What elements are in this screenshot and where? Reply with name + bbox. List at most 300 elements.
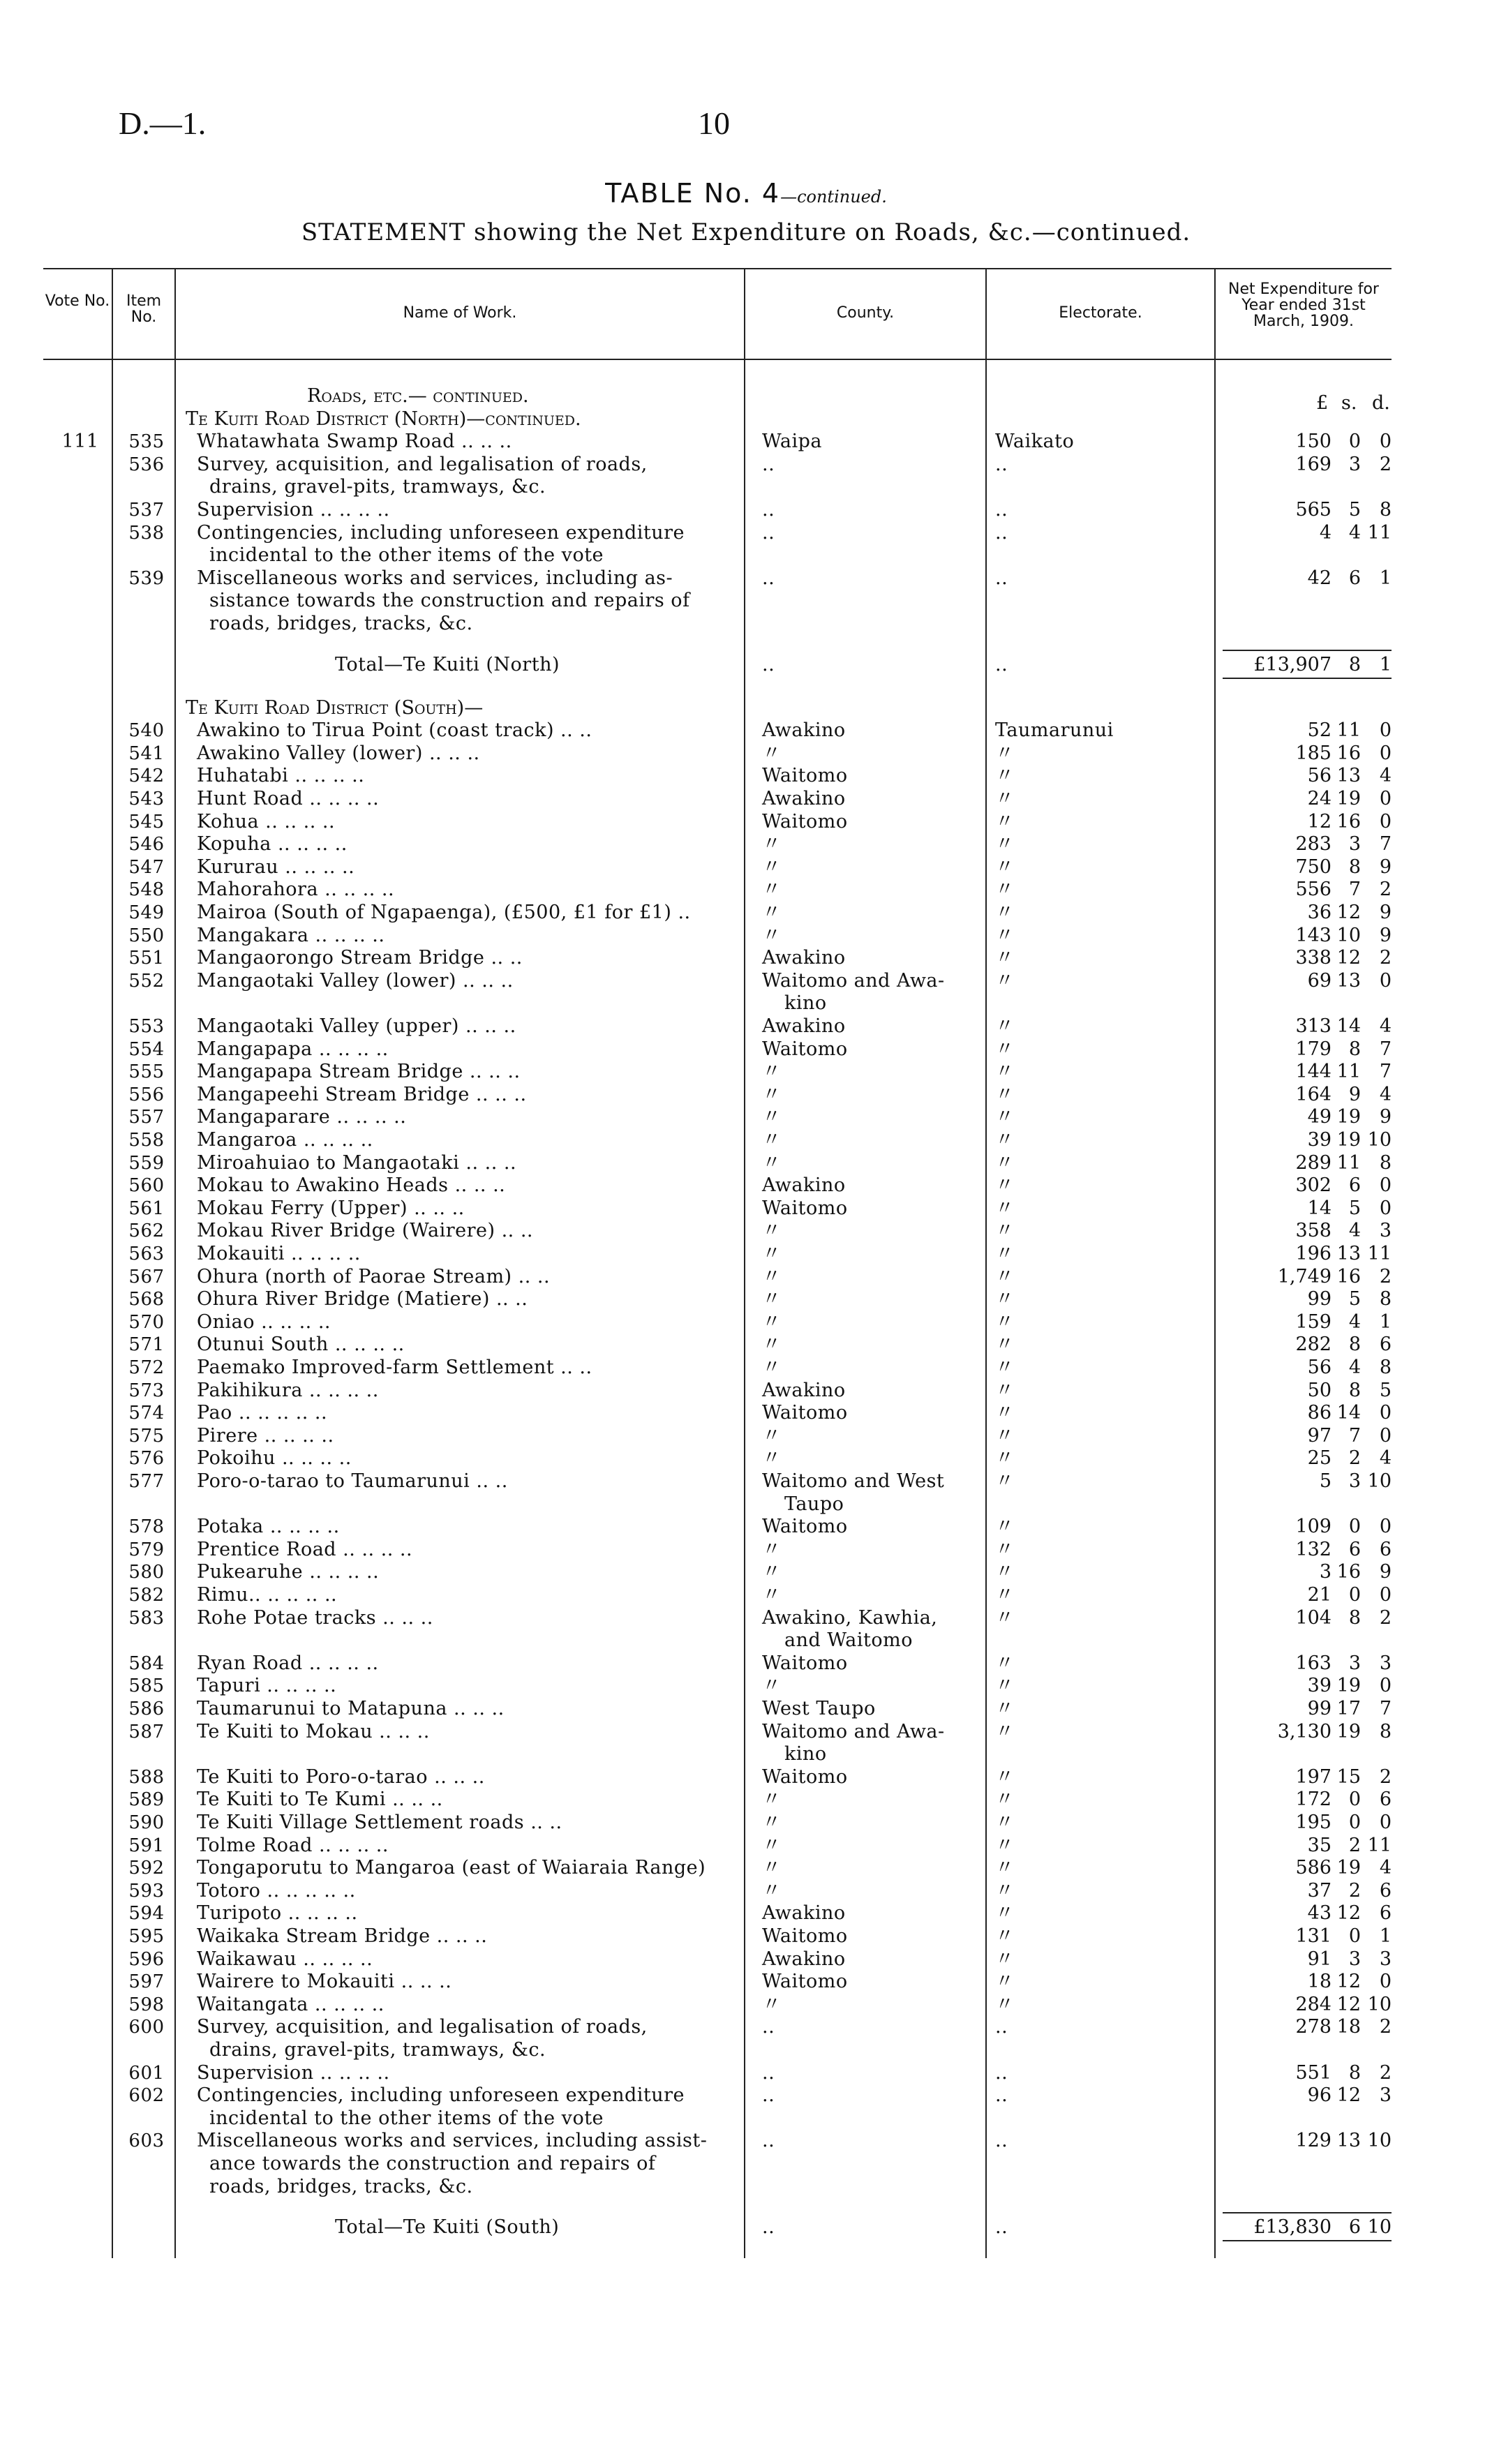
table-row [0, 1835, 1492, 1857]
amount-pounds: 49 [1307, 1106, 1331, 1128]
amount-shillings: 12 [1336, 947, 1361, 969]
electorate-name: 〃 [995, 1174, 1015, 1197]
table-row [0, 1880, 1492, 1902]
county-name: West Taupo [762, 1698, 876, 1720]
county-name: .. [762, 2216, 775, 2239]
electorate-name: 〃 [995, 1561, 1015, 1583]
electorate-name: 〃 [995, 810, 1015, 832]
amount-pounds: 56 [1307, 1357, 1331, 1379]
item-number: 550 [128, 925, 165, 946]
amount-pence: 0 [1379, 742, 1392, 764]
amount-pence: 0 [1379, 1424, 1392, 1447]
amount-cell [1223, 1311, 1398, 1334]
amount-pence: 0 [1379, 1675, 1392, 1697]
work-name: Mangaotaki Valley (lower) .. .. .. [197, 969, 514, 992]
total-row [0, 654, 1492, 676]
electorate-name: 〃 [995, 1083, 1015, 1105]
electorate-name: 〃 [995, 1447, 1015, 1470]
county-name: 〃 [762, 1243, 782, 1265]
table-row [0, 499, 1492, 521]
amount-pence: 3 [1379, 1220, 1392, 1242]
county-name: Waitomo and West [762, 1470, 945, 1493]
table-row [0, 567, 1492, 634]
amount-pence: 4 [1379, 1857, 1392, 1879]
electorate-name: 〃 [995, 1834, 1015, 1856]
amount-cell [1223, 1652, 1398, 1675]
work-name: Mangapeehi Stream Bridge .. .. .. [197, 1083, 527, 1105]
amount-shillings: 2 [1348, 1879, 1361, 1902]
amount-pounds: 284 [1295, 1993, 1331, 2015]
county-name: .. [762, 2130, 775, 2152]
page-identifier: D.—1. [119, 105, 207, 141]
item-number: 582 [128, 1585, 165, 1606]
amount-pounds: 556 [1295, 879, 1331, 901]
amount-pounds: £13,907 [1253, 653, 1331, 675]
county-name: 〃 [762, 1857, 782, 1879]
table-row [0, 1766, 1492, 1789]
amount-cell [1223, 1038, 1398, 1061]
amount-shillings: 6 [1348, 1174, 1361, 1197]
electorate-name: 〃 [995, 1470, 1015, 1493]
table-row [0, 1516, 1492, 1538]
county-name: Waitomo [762, 1925, 848, 1948]
item-number: 551 [128, 948, 165, 969]
table-row [0, 719, 1492, 742]
county-name: 〃 [762, 879, 782, 901]
work-name: Te Kuiti to Poro-o-tarao .. .. .. [197, 1765, 485, 1788]
amount-cell [1223, 1470, 1398, 1493]
work-name: Mokau to Awakino Heads .. .. .. [197, 1174, 506, 1197]
electorate-name: 〃 [995, 1015, 1015, 1038]
electorate-name: 〃 [995, 1606, 1015, 1629]
amount-cell [1223, 947, 1398, 969]
item-number: 592 [128, 1858, 165, 1879]
amount-pence: 4 [1379, 1015, 1392, 1038]
amount-pounds: 96 [1307, 2084, 1331, 2107]
item-number: 583 [128, 1607, 165, 1629]
electorate-name: 〃 [995, 1334, 1015, 1356]
amount-shillings: 3 [1348, 1470, 1361, 1493]
county-name: 〃 [762, 924, 782, 946]
amount-pence: 0 [1379, 719, 1392, 742]
table-row [0, 1447, 1492, 1470]
header-bottom-rule [43, 359, 1392, 360]
amount-shillings: 16 [1336, 1561, 1361, 1583]
amount-shillings: 13 [1336, 969, 1361, 992]
amount-pence: 2 [1379, 453, 1392, 475]
county-name: 〃 [762, 1834, 782, 1856]
table-row [0, 833, 1492, 856]
amount-pence: 10 [1367, 1993, 1392, 2015]
amount-pounds: 43 [1307, 1902, 1331, 1925]
amount-cell [1223, 654, 1398, 676]
work-name: Supervision .. .. .. .. [197, 499, 390, 521]
table-row [0, 1561, 1492, 1583]
amount-pounds: 12 [1307, 810, 1331, 832]
county-name: 〃 [762, 1789, 782, 1811]
amount-pence: 10 [1367, 2130, 1392, 2152]
amount-cell [1223, 522, 1398, 544]
county-name: Awakino [762, 719, 846, 742]
amount-shillings: 7 [1348, 879, 1361, 901]
county-name: 〃 [762, 833, 782, 856]
electorate-name: 〃 [995, 1879, 1015, 1902]
table-row [0, 521, 1492, 567]
amount-pence: 0 [1379, 1584, 1392, 1606]
statement-heading: STATEMENT showing the Net Expenditure on Roads, &c.—continued. [301, 218, 1191, 246]
amount-shillings: 6 [1348, 2216, 1361, 2239]
amount-pounds: 358 [1295, 1220, 1331, 1242]
table-row [0, 1606, 1492, 1652]
table-row [0, 947, 1492, 969]
amount-pounds: 56 [1307, 765, 1331, 787]
amount-pounds: 18 [1307, 1971, 1331, 1993]
item-number: 572 [128, 1357, 165, 1379]
table-row [0, 1380, 1492, 1402]
amount-shillings: 8 [1348, 1334, 1361, 1356]
table-row [0, 765, 1492, 787]
amount-cell [1223, 1766, 1398, 1789]
county-name: .. [762, 2084, 775, 2107]
amount-cell [1223, 1948, 1398, 1971]
work-name: Mangaotaki Valley (upper) .. .. .. [197, 1015, 516, 1038]
item-number: 563 [128, 1244, 165, 1265]
amount-cell [1223, 1902, 1398, 1925]
item-number: 576 [128, 1448, 165, 1470]
amount-pounds: 69 [1307, 969, 1331, 992]
item-number: 542 [128, 766, 165, 787]
amount-pounds: 3 [1319, 1561, 1331, 1583]
work-name: Te Kuiti to Te Kumi .. .. .. [197, 1789, 443, 1811]
table-row [0, 1243, 1492, 1265]
amount-pounds: 3,130 [1277, 1720, 1331, 1742]
item-number: 585 [128, 1675, 165, 1697]
item-number: 580 [128, 1562, 165, 1583]
currency-pounds: £ [1316, 392, 1329, 414]
table-row [0, 2016, 1492, 2061]
amount-pounds: 197 [1295, 1765, 1331, 1788]
table-row [0, 1925, 1492, 1948]
amount-pence: 9 [1379, 856, 1392, 878]
amount-cell [1223, 856, 1398, 879]
amount-shillings: 16 [1336, 742, 1361, 764]
amount-shillings: 12 [1336, 2084, 1361, 2107]
work-name: Turipoto .. .. .. .. [197, 1902, 358, 1925]
table-row [0, 1038, 1492, 1061]
amount-shillings: 9 [1348, 1083, 1361, 1105]
total-rule [1223, 2212, 1392, 2213]
item-number: 597 [128, 1971, 165, 1993]
item-number: 545 [128, 811, 165, 832]
amount-cell [1223, 1380, 1398, 1402]
electorate-name: 〃 [995, 924, 1015, 946]
amount-pence: 1 [1379, 1311, 1392, 1333]
amount-shillings: 12 [1336, 1902, 1361, 1925]
amount-shillings: 19 [1336, 1129, 1361, 1151]
amount-pounds: 99 [1307, 1288, 1331, 1311]
amount-shillings: 0 [1348, 431, 1361, 453]
table-row [0, 1994, 1492, 2016]
amount-shillings: 5 [1348, 1197, 1361, 1219]
electorate-name: .. [995, 453, 1008, 475]
work-name: Tongaporutu to Mangaroa (east of Waiaraia Range) [197, 1857, 706, 1879]
county-name: 〃 [762, 1447, 782, 1470]
amount-cell [1223, 2062, 1398, 2084]
amount-shillings: 10 [1336, 924, 1361, 946]
work-name: Waikawau .. .. .. .. [197, 1948, 373, 1970]
header-expenditure: Net Expenditure for Year ended 31st March, 1909. [1228, 281, 1379, 331]
header-top-rule [43, 268, 1392, 269]
work-name: Tolme Road .. .. .. .. [197, 1834, 389, 1856]
amount-shillings: 8 [1348, 2061, 1361, 2084]
amount-shillings: 16 [1336, 810, 1361, 832]
county-name: 〃 [762, 1288, 782, 1311]
amount-pounds: 313 [1295, 1015, 1331, 1038]
amount-pounds: 104 [1295, 1606, 1331, 1629]
electorate-name: 〃 [995, 1584, 1015, 1606]
work-name: Mangaroa .. .. .. .. [197, 1129, 373, 1151]
item-number: 601 [128, 2062, 165, 2084]
amount-pence: 7 [1379, 1061, 1392, 1083]
amount-pounds: 586 [1295, 1857, 1331, 1879]
electorate-name: 〃 [995, 856, 1015, 878]
vote-number: 111 [61, 431, 99, 453]
amount-cell [1223, 2130, 1398, 2152]
item-number: 559 [128, 1152, 165, 1174]
electorate-name: Waikato [995, 431, 1075, 453]
page-number: 10 [698, 105, 730, 141]
electorate-name: 〃 [995, 1925, 1015, 1948]
amount-pence: 1 [1379, 653, 1392, 675]
amount-shillings: 11 [1336, 1151, 1361, 1174]
county-name: 〃 [762, 1265, 782, 1287]
amount-pence: 9 [1379, 924, 1392, 946]
amount-shillings: 0 [1348, 1812, 1361, 1834]
electorate-name: 〃 [995, 1538, 1015, 1560]
item-number: 593 [128, 1880, 165, 1902]
county-name: 〃 [762, 1061, 782, 1083]
item-number: 554 [128, 1038, 165, 1060]
amount-cell [1223, 833, 1398, 856]
amount-shillings: 15 [1336, 1765, 1361, 1788]
table-row [0, 1470, 1492, 1515]
amount-shillings: 3 [1348, 1948, 1361, 1970]
item-number: 578 [128, 1516, 165, 1538]
amount-cell [1223, 1197, 1398, 1220]
table-row [0, 453, 1492, 498]
work-name: Mangaparare .. .. .. .. [197, 1106, 407, 1128]
amount-shillings: 19 [1336, 1720, 1361, 1742]
district-heading: Te Kuiti Road District (North)—continued. [186, 408, 581, 430]
amount-cell [1223, 742, 1398, 765]
electorate-name: 〃 [995, 947, 1015, 969]
county-name: Waitomo [762, 1971, 848, 1993]
amount-shillings: 19 [1336, 1106, 1361, 1128]
amount-cell [1223, 1835, 1398, 1857]
county-name: Awakino [762, 1174, 846, 1197]
county-name: and Waitomo [784, 1629, 913, 1652]
amount-pence: 0 [1379, 788, 1392, 810]
amount-pounds: 1,749 [1277, 1265, 1331, 1287]
amount-cell [1223, 1880, 1398, 1902]
currency-pence: d. [1372, 392, 1390, 414]
amount-pence: 6 [1379, 1789, 1392, 1811]
amount-shillings: 8 [1348, 856, 1361, 878]
item-number: 535 [128, 431, 165, 453]
amount-pence: 0 [1379, 1971, 1392, 1993]
item-number: 547 [128, 856, 165, 878]
county-name: Waitomo [762, 1516, 848, 1538]
amount-pence: 4 [1379, 1083, 1392, 1105]
county-name: 〃 [762, 1584, 782, 1606]
amount-pounds: 97 [1307, 1424, 1331, 1447]
amount-pounds: 750 [1295, 856, 1331, 878]
table-row [0, 811, 1492, 833]
section-heading: Roads, etc.— continued. [307, 385, 529, 407]
electorate-name: 〃 [995, 879, 1015, 901]
amount-pounds: 144 [1295, 1061, 1331, 1083]
electorate-name: 〃 [995, 1720, 1015, 1742]
item-number: 579 [128, 1539, 165, 1560]
table-row [0, 1948, 1492, 1971]
county-name: Waitomo [762, 1038, 848, 1060]
work-name: Mangapapa Stream Bridge .. .. .. [197, 1061, 521, 1083]
electorate-name: 〃 [995, 1948, 1015, 1970]
item-number: 575 [128, 1425, 165, 1447]
amount-pounds: 36 [1307, 902, 1331, 924]
amount-cell [1223, 1152, 1398, 1174]
amount-pence: 8 [1379, 1357, 1392, 1379]
amount-pence: 8 [1379, 1720, 1392, 1742]
amount-shillings: 0 [1348, 1516, 1361, 1538]
amount-cell [1223, 1015, 1398, 1038]
item-number: 541 [128, 742, 165, 764]
county-name: .. [762, 653, 775, 675]
table-row [0, 1220, 1492, 1242]
work-name: Whatawhata Swamp Road .. .. .. [197, 431, 512, 453]
table-row [0, 902, 1492, 924]
county-name: 〃 [762, 856, 782, 878]
amount-pence: 4 [1379, 1447, 1392, 1470]
amount-cell [1223, 1288, 1398, 1311]
district-heading: Te Kuiti Road District (South)— [186, 696, 484, 719]
county-name: Awakino [762, 1379, 846, 1401]
amount-cell [1223, 1425, 1398, 1447]
table-row [0, 1106, 1492, 1128]
item-number: 603 [128, 2130, 165, 2152]
table-title: TABLE No. 4—continued. [605, 178, 887, 209]
work-name: Ryan Road .. .. .. .. [197, 1652, 379, 1674]
electorate-name: 〃 [995, 788, 1015, 810]
table-row [0, 742, 1492, 765]
amount-pence: 0 [1379, 810, 1392, 832]
work-name: Mokau River Bridge (Wairere) .. .. [197, 1220, 533, 1242]
electorate-name: 〃 [995, 1516, 1015, 1538]
table-row [0, 1902, 1492, 1925]
amount-pence: 0 [1379, 1402, 1392, 1424]
electorate-name: .. [995, 567, 1008, 589]
work-name: Supervision .. .. .. .. [197, 2061, 390, 2084]
amount-cell [1223, 1402, 1398, 1424]
work-name: Poro-o-tarao to Taumarunui .. .. [197, 1470, 508, 1493]
amount-cell [1223, 719, 1398, 742]
electorate-name: 〃 [995, 833, 1015, 856]
item-number: 555 [128, 1061, 165, 1083]
amount-pence: 3 [1379, 2084, 1392, 2107]
county-name: 〃 [762, 1083, 782, 1105]
amount-cell [1223, 1539, 1398, 1561]
work-name: Ohura (north of Paorae Stream) .. .. [197, 1265, 551, 1287]
electorate-name: Taumarunui [995, 719, 1114, 742]
electorate-name: 〃 [995, 1379, 1015, 1401]
item-number: 543 [128, 789, 165, 810]
work-name: Te Kuiti to Mokau .. .. .. [197, 1720, 430, 1742]
item-number: 556 [128, 1084, 165, 1105]
amount-pence: 8 [1379, 499, 1392, 521]
table-row [0, 1152, 1492, 1174]
work-name: Te Kuiti Village Settlement roads .. .. [197, 1812, 562, 1834]
amount-cell [1223, 788, 1398, 810]
amount-pounds: 50 [1307, 1379, 1331, 1401]
amount-shillings: 13 [1336, 765, 1361, 787]
work-name: Mahorahora .. .. .. .. [197, 879, 395, 901]
item-number: 561 [128, 1197, 165, 1219]
item-number: 591 [128, 1835, 165, 1856]
electorate-name: 〃 [995, 742, 1015, 764]
electorate-name: 〃 [995, 1698, 1015, 1720]
work-name: Waikaka Stream Bridge .. .. .. [197, 1925, 488, 1948]
amount-pounds: 39 [1307, 1675, 1331, 1697]
county-name: .. [762, 2016, 775, 2038]
amount-pounds: 159 [1295, 1311, 1331, 1333]
amount-pence: 7 [1379, 1698, 1392, 1720]
amount-shillings: 8 [1348, 1038, 1361, 1060]
item-number: 539 [128, 567, 165, 589]
county-name: 〃 [762, 1812, 782, 1834]
amount-pounds: 109 [1295, 1516, 1331, 1538]
table-row [0, 925, 1492, 947]
item-number: 571 [128, 1334, 165, 1356]
work-name: sistance towards the construction and repairs of [209, 590, 690, 612]
header-item: Item No. [126, 292, 162, 327]
amount-cell [1223, 1721, 1398, 1743]
table-row [0, 1402, 1492, 1424]
amount-shillings: 5 [1348, 499, 1361, 521]
table-row [0, 1084, 1492, 1106]
amount-pence: 7 [1379, 833, 1392, 856]
item-number: 598 [128, 1994, 165, 2015]
county-name: Awakino [762, 947, 846, 969]
amount-pence: 0 [1379, 431, 1392, 453]
electorate-name: 〃 [995, 1038, 1015, 1060]
county-name: Waitomo [762, 765, 848, 787]
amount-pence: 11 [1367, 1243, 1392, 1265]
item-number: 540 [128, 720, 165, 742]
work-name: Kohua .. .. .. .. [197, 810, 336, 832]
amount-pence: 6 [1379, 1538, 1392, 1560]
amount-pence: 10 [1367, 1129, 1392, 1151]
amount-shillings: 12 [1336, 1993, 1361, 2015]
county-name: Waitomo [762, 810, 848, 832]
electorate-name: 〃 [995, 1220, 1015, 1242]
county-name: 〃 [762, 1129, 782, 1151]
amount-pounds: 289 [1295, 1151, 1331, 1174]
amount-pounds: 150 [1295, 431, 1331, 453]
table-row [0, 1584, 1492, 1606]
work-name: Pakihikura .. .. .. .. [197, 1379, 379, 1401]
electorate-name: .. [995, 499, 1008, 521]
amount-pounds: 565 [1295, 499, 1331, 521]
